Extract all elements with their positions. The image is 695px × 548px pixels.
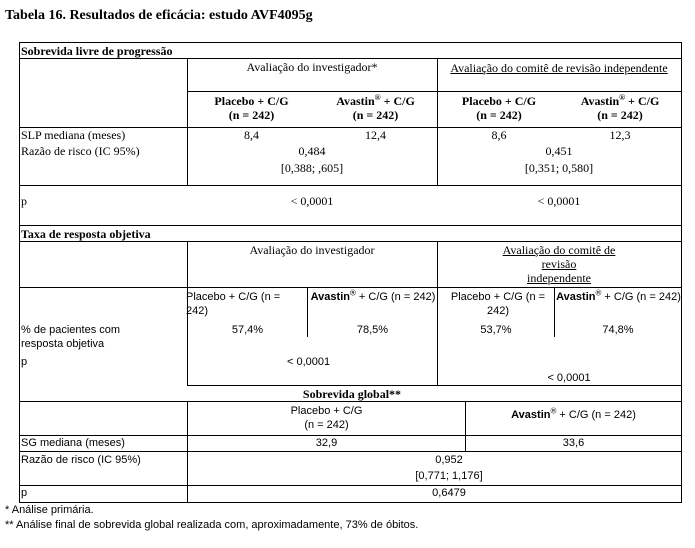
- pfs-inv-p: < 0,0001: [290, 194, 334, 208]
- pfs-irc-placebo-header: [439, 94, 559, 122]
- arm-n: (n = 242): [352, 108, 399, 122]
- rule-pfs-p: [19, 185, 682, 186]
- os-p: 0,6479: [432, 487, 466, 499]
- orr-inv-placebo-pct: 57,4%: [231, 324, 264, 336]
- arm-suffix: + C/G (n = 242): [556, 409, 636, 421]
- arm-drug: Avastin: [336, 94, 375, 108]
- rule-orr-section: [19, 241, 682, 242]
- orr-pct-label: % de pacientes com resposta objetiva: [21, 324, 121, 350]
- rule-top: [19, 42, 682, 43]
- pfs-irc-ci: [0,351; 0,580]: [524, 161, 594, 175]
- rule-bottom: [19, 502, 682, 503]
- registered-mark: ®: [349, 288, 356, 298]
- rule-os-section: [19, 401, 682, 402]
- arm-suffix: + C/G: [380, 94, 415, 108]
- pfs-irc-hr: 0,451: [545, 144, 573, 158]
- rule-pfs-section: [19, 58, 682, 59]
- os-median-label: SG mediana (meses): [21, 437, 125, 449]
- orr-p-label: p: [21, 356, 28, 368]
- os-placebo-header: [188, 404, 465, 432]
- os-avastin-header: [466, 408, 681, 422]
- header-line: revisão: [541, 257, 577, 271]
- os-placebo-median: 32,9: [315, 437, 338, 449]
- registered-mark: ®: [550, 406, 557, 416]
- orr-irc-placebo-header: Placebo + C/G (n = 242): [450, 291, 546, 317]
- os-hr-label: Razão de risco (IC 95%): [21, 454, 141, 466]
- orr-inv-avastin-header: [309, 290, 437, 304]
- rule-orr-mid: [437, 241, 438, 386]
- registered-mark: ®: [595, 288, 602, 298]
- orr-investigator-header: Avaliação do investigador: [249, 243, 375, 257]
- orr-committee-header: [459, 243, 659, 285]
- arm-drug: Avastin: [511, 409, 551, 421]
- arm-drug: Avastin: [556, 291, 596, 303]
- pfs-median-label: SLP mediana (meses): [21, 128, 126, 142]
- os-avastin-median: 33,6: [562, 437, 585, 449]
- arm-drug: Avastin: [310, 291, 350, 303]
- pfs-investigator-header: Avaliação do investigador*: [246, 60, 378, 74]
- orr-irc-avastin-pct: 74,8%: [602, 324, 634, 336]
- efficacy-table: [19, 42, 682, 503]
- footnote-primary: * Análise primária.: [5, 504, 94, 516]
- registered-mark: ®: [374, 93, 381, 102]
- os-ci: [0,771; 1,176]: [415, 470, 483, 482]
- orr-irc-p: < 0,0001: [547, 372, 591, 384]
- pfs-irc-avastin-header: [559, 94, 681, 122]
- orr-section-title: Taxa de resposta objetiva: [21, 227, 151, 241]
- arm-n: (n = 242): [304, 419, 349, 431]
- orr-inv-avastin-pct: 78,5%: [356, 324, 389, 336]
- pfs-section-title: Sobrevida livre de progressão: [21, 44, 173, 58]
- arm-suffix: + C/G: [625, 94, 660, 108]
- pfs-hr-label: Razão de risco (IC 95%): [21, 144, 140, 158]
- arm-label: Placebo + C/G: [461, 94, 537, 108]
- pfs-irc-avastin-median: 12,3: [609, 128, 631, 142]
- pfs-p-label: p: [21, 194, 27, 208]
- arm-n: (n = 242): [476, 108, 522, 122]
- os-hr: 0,952: [435, 454, 463, 466]
- pfs-inv-avastin-header: [314, 94, 437, 122]
- orr-irc-avastin-header: [556, 290, 681, 304]
- arm-label: Placebo + C/G: [214, 94, 289, 108]
- arm-drug: Avastin: [580, 94, 620, 108]
- table-title: Tabela 16. Resultados de eficácia: estudo AVF4095g: [5, 8, 313, 23]
- header-line: independente: [527, 271, 591, 285]
- rule-right: [681, 42, 682, 503]
- arm-n: (n = 242): [228, 108, 275, 122]
- arm-n: (n = 242): [597, 108, 643, 122]
- orr-inv-placebo-header: Placebo + C/G (n = 242): [186, 291, 281, 317]
- pfs-committee-header: Avaliação do comitê de revisão independente: [450, 61, 668, 75]
- os-section-title: Sobrevida global**: [302, 387, 402, 401]
- rule-os-hr: [19, 451, 682, 452]
- arm-label: Placebo + C/G: [290, 405, 363, 417]
- pfs-inv-hr: 0,484: [298, 144, 326, 158]
- orr-inv-p: < 0,0001: [287, 356, 331, 368]
- rule-orr-start: [19, 225, 682, 226]
- orr-irc-placebo-pct: 53,7%: [480, 324, 512, 336]
- header-line: Avaliação do comitê de: [502, 243, 616, 257]
- pfs-inv-avastin-median: 12,4: [365, 128, 386, 142]
- pfs-irc-placebo-median: 8,6: [491, 128, 507, 142]
- arm-suffix: + C/G (n = 242): [355, 291, 436, 303]
- os-p-label: p: [21, 487, 28, 499]
- pfs-inv-placebo-median: 8,4: [244, 128, 259, 142]
- rule-left: [19, 42, 20, 503]
- pfs-inv-ci: [0,388; ,605]: [280, 161, 344, 175]
- arm-suffix: + C/G (n = 242): [601, 291, 681, 303]
- registered-mark: ®: [619, 93, 626, 102]
- pfs-irc-p: < 0,0001: [537, 194, 581, 208]
- pfs-inv-placebo-header: [189, 94, 314, 122]
- rule-pfs-arms: [187, 91, 682, 92]
- rule-os-start: [187, 385, 682, 386]
- footnote-final-os: ** Análise final de sobrevida global realizada com, aproximadamente, 73% de óbitos.: [5, 519, 419, 531]
